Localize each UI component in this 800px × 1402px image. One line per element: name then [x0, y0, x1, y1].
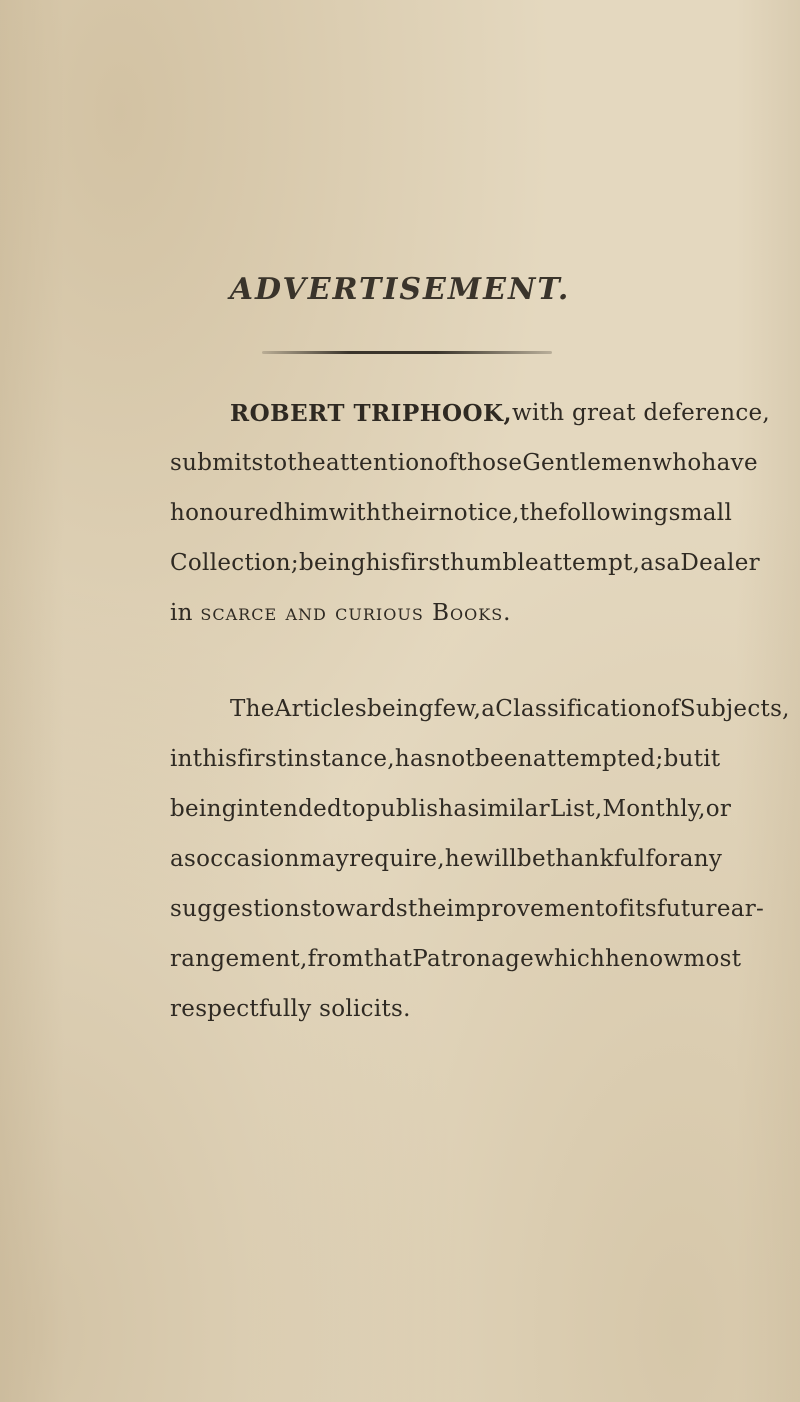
paragraph-2-line-6 [170, 946, 742, 972]
word: may [299, 846, 350, 872]
word: a [453, 796, 468, 822]
word: which [534, 946, 606, 972]
paragraph-1-line-5 [170, 602, 658, 625]
word: who [652, 450, 702, 476]
word: not [436, 746, 475, 772]
word: Articles [274, 696, 367, 722]
word: but [663, 746, 704, 772]
word: publish [365, 796, 454, 822]
word: humble [450, 550, 539, 576]
word: this [192, 746, 238, 772]
word: few, [433, 696, 482, 722]
word: of [604, 896, 628, 922]
paragraph-1-line-4 [170, 550, 760, 576]
word: improvement [446, 896, 605, 922]
word: intended [236, 796, 343, 822]
paragraph-2-line-1 [230, 696, 790, 722]
word: as [640, 550, 667, 576]
word: being [298, 550, 366, 576]
paragraph-2-line-4 [170, 846, 723, 872]
word: The [230, 696, 275, 722]
paragraph-2-line-3 [170, 796, 732, 822]
word: attention [325, 450, 435, 476]
word: any [679, 846, 723, 872]
word: with [328, 500, 382, 526]
word: require, [349, 846, 445, 872]
word: ar- [730, 896, 765, 922]
word: be [516, 846, 546, 872]
word: first [400, 550, 451, 576]
word: Monthly, [602, 796, 706, 822]
word: Classification [495, 696, 657, 722]
word: as [170, 846, 197, 872]
word: towards [311, 896, 408, 922]
word: small [668, 500, 733, 526]
paragraph-2-line-2 [170, 746, 721, 772]
word: notice, [438, 500, 520, 526]
word: that [364, 946, 413, 972]
word: his [365, 550, 401, 576]
word: the [519, 500, 559, 526]
word: will [473, 846, 517, 872]
word: attempt, [538, 550, 641, 576]
word: Collection [170, 550, 291, 576]
word: occasion [196, 846, 300, 872]
word: of [434, 450, 458, 476]
word: a [666, 550, 681, 576]
word: List, [549, 796, 603, 822]
word: Dealer [680, 550, 760, 576]
word: thankful [545, 846, 646, 872]
word: or [705, 796, 732, 822]
word: for [645, 846, 680, 872]
word: most [683, 946, 742, 972]
word: in [170, 746, 193, 772]
word: suggestions [170, 896, 312, 922]
word: honoured [170, 500, 284, 526]
word: similar [467, 796, 550, 822]
word: ; [655, 746, 664, 772]
word: of [656, 696, 680, 722]
word: has [394, 746, 437, 772]
paragraph-1-line-5-start: in [170, 600, 193, 626]
word: ; [290, 550, 299, 576]
word: the [407, 896, 447, 922]
word: now [634, 946, 684, 972]
paragraph-2-line-7: respectfully solicits. [170, 996, 411, 1022]
paragraph-1-line-3 [170, 500, 733, 526]
word: attempted [532, 746, 656, 772]
word: Subjects, [679, 696, 790, 722]
paragraph-1-line-2 [170, 450, 758, 476]
word: the [287, 450, 326, 476]
paragraph-2-line-5 [170, 896, 765, 922]
word: Gentlemen [522, 450, 653, 476]
word: a [481, 696, 496, 722]
word: their [381, 500, 439, 526]
decorative-rule [262, 351, 552, 354]
word: those [457, 450, 523, 476]
word: being [366, 696, 434, 722]
author-name: ROBERT TRIPHOOK, [230, 400, 513, 427]
word: instance, [286, 746, 395, 772]
word: been [474, 746, 533, 772]
scarce-curious-books: scarce and curious Books. [200, 600, 512, 626]
paragraph-1-line-1 [230, 400, 771, 427]
word: being [170, 796, 237, 822]
word: to [342, 796, 366, 822]
word: from [307, 946, 365, 972]
word: to [263, 450, 288, 476]
word: first [237, 746, 287, 772]
word: have [701, 450, 758, 476]
page-title: ADVERTISEMENT. [229, 272, 571, 307]
word: its [627, 896, 657, 922]
word: him [283, 500, 329, 526]
word: submits [170, 450, 264, 476]
word: it [703, 746, 721, 772]
word: he [605, 946, 635, 972]
word: he [444, 846, 474, 872]
word: rangement, [170, 946, 308, 972]
paragraph-1-line-1-text: with great deference, [512, 400, 771, 426]
word: Patronage [412, 946, 535, 972]
word: following [558, 500, 669, 526]
word: future [656, 896, 731, 922]
